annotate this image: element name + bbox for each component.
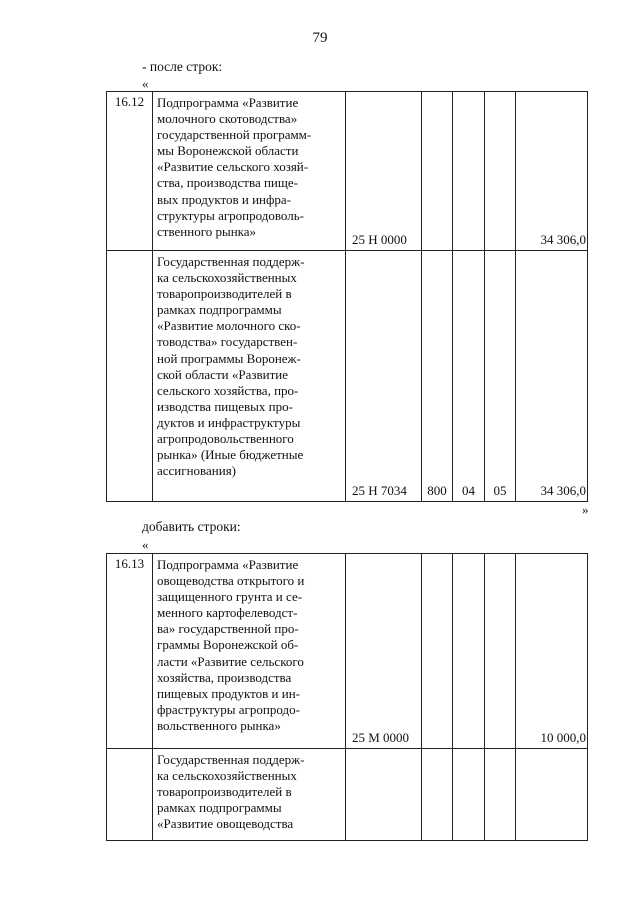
description-line: мы Воронежской области: [157, 143, 299, 159]
description-line: хозяйства, производства: [157, 669, 292, 685]
section1-quote-open: «: [142, 76, 149, 91]
row-expense-type: 800: [422, 251, 453, 502]
row-description: [153, 554, 346, 749]
row-description: [153, 251, 346, 502]
description-line: структуры агропродоволь-: [157, 207, 304, 223]
row-description: [153, 749, 346, 841]
section2-quote-open: «: [142, 537, 149, 552]
row-expense-type: [422, 92, 453, 251]
row-expense-type: [422, 749, 453, 841]
description-line: ва» государственной про-: [157, 621, 299, 637]
description-line: дуктов и инфраструктуры: [157, 414, 301, 430]
row-subsection: 05: [485, 251, 516, 502]
description-line: агропродовольственного: [157, 431, 294, 447]
description-line: ка сельскохозяйственных: [157, 270, 297, 286]
table-row: [107, 251, 588, 502]
section1-quote-close: »: [582, 502, 589, 517]
row-section: 04: [453, 251, 485, 502]
description-line: государственной программ-: [157, 127, 312, 143]
table-row: [107, 749, 588, 841]
section2-table: [106, 553, 588, 841]
page-number: 79: [312, 30, 328, 46]
row-number: 16.13: [107, 554, 153, 749]
row-section: [453, 92, 485, 251]
row-subsection: [485, 749, 516, 841]
row-section: [453, 749, 485, 841]
description-line: вых продуктов и инфра-: [157, 191, 292, 207]
description-line: Подпрограмма «Развитие: [157, 557, 299, 572]
description-line: товаропроизводителей в: [157, 286, 292, 302]
row-subsection: [485, 92, 516, 251]
row-number: [107, 749, 153, 841]
description-line: вольственного рынка»: [157, 717, 281, 733]
row-code: [346, 749, 422, 841]
row-code: 25 Н 0000: [346, 92, 422, 251]
description-line: ассигнования): [157, 463, 237, 479]
description-line: Государственная поддерж-: [157, 752, 305, 767]
description-line: ласти «Развитие сельского: [157, 653, 304, 669]
description-line: рынка» (Иные бюджетные: [157, 447, 304, 463]
row-number: [107, 251, 153, 502]
description-line: менного картофелеводст-: [157, 605, 298, 621]
description-line: «Развитие овощеводства: [157, 816, 294, 832]
table-row: [107, 92, 588, 251]
description-line: «Развитие сельского хозяй-: [157, 159, 309, 175]
section1-intro: - после строк:: [142, 59, 223, 74]
row-description: [153, 92, 346, 251]
description-line: рамках подпрограммы: [157, 302, 282, 318]
row-amount: 10 000,0: [516, 554, 588, 749]
description-line: изводства пищевых про-: [157, 398, 293, 414]
description-line: сельского хозяйства, про-: [157, 382, 299, 398]
description-line: защищенного грунта и се-: [157, 589, 303, 605]
row-subsection: [485, 554, 516, 749]
row-amount: 34 306,0: [516, 92, 588, 251]
description-line: граммы Воронежской об-: [157, 637, 299, 653]
row-number: 16.12: [107, 92, 153, 251]
row-code: 25 Н 7034: [346, 251, 422, 502]
description-line: пищевых продуктов и ин-: [157, 685, 301, 701]
description-line: ной программы Воронеж-: [157, 350, 301, 366]
row-amount: 34 306,0: [516, 251, 588, 502]
row-code: 25 М 0000: [346, 554, 422, 749]
description-line: Государственная поддерж-: [157, 254, 305, 269]
description-line: Подпрограмма «Развитие: [157, 95, 299, 110]
row-section: [453, 554, 485, 749]
description-line: фраструктуры агропродо-: [157, 701, 300, 717]
description-line: рамках подпрограммы: [157, 800, 282, 816]
description-line: ка сельскохозяйственных: [157, 768, 297, 784]
description-line: товодства» государствен-: [157, 334, 298, 350]
section2-intro: добавить строки:: [142, 519, 241, 534]
table-row: [107, 554, 588, 749]
description-line: молочного скотоводства»: [157, 111, 298, 127]
row-amount: [516, 749, 588, 841]
description-line: «Развитие молочного ско-: [157, 318, 301, 334]
description-line: ства, производства пище-: [157, 175, 298, 191]
description-line: овощеводства открытого и: [157, 573, 305, 589]
description-line: товаропроизводителей в: [157, 784, 292, 800]
section1-table: [106, 91, 588, 502]
description-line: ственного рынка»: [157, 223, 257, 239]
row-expense-type: [422, 554, 453, 749]
description-line: ской области «Развитие: [157, 366, 288, 382]
